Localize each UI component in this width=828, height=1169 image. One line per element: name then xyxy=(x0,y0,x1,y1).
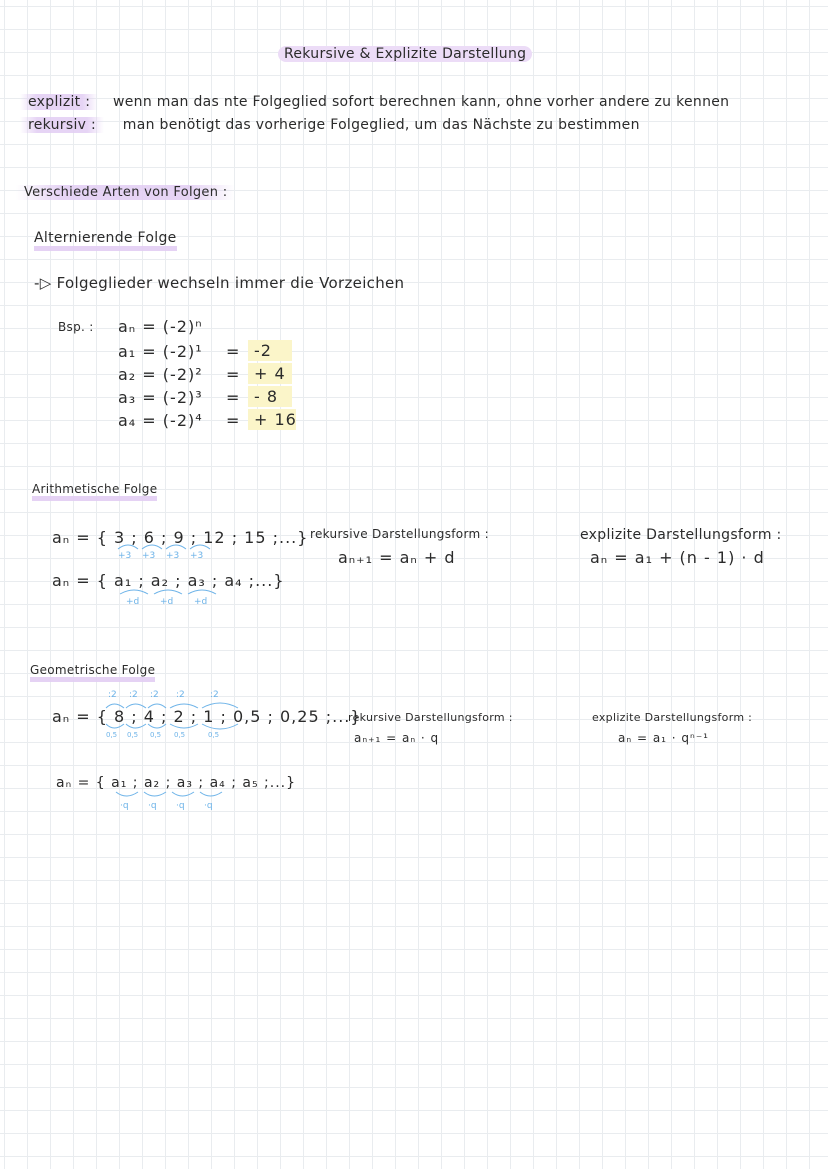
alternating-note: -▷ Folgeglieder wechseln immer die Vorzeichen xyxy=(34,274,405,292)
arithmetic-step-label: +3 xyxy=(118,551,132,561)
geometric-step-top: :2 xyxy=(210,690,219,700)
arithmetic-general-step: +d xyxy=(126,597,140,607)
definition-recursive xyxy=(20,117,640,133)
arithmetic-general-step: +d xyxy=(194,597,208,607)
geometric-step-top: :2 xyxy=(129,690,138,700)
arithmetic-recursive-label: rekursive Darstellungsform : xyxy=(310,527,489,541)
geometric-step-top: :2 xyxy=(176,690,185,700)
geometric-general-step: ·q xyxy=(176,801,185,811)
alt-row-lhs: a₃ = (-2)³ xyxy=(118,388,203,407)
arithmetic-step-label: +3 xyxy=(142,551,156,561)
alt-row-result: + 16 xyxy=(248,409,296,430)
arithmetic-explicit-label: explizite Darstellungsform : xyxy=(580,527,782,543)
arithmetic-seq-numbers: aₙ = { 3 ; 6 ; 9 ; 12 ; 15 ;...} xyxy=(52,528,309,547)
definition-term-explicit: explizit : xyxy=(20,94,98,110)
geometric-step-bottom: 0,5 xyxy=(208,731,220,739)
geometric-explicit-formula: aₙ = a₁ · qⁿ⁻¹ xyxy=(618,731,709,745)
arithmetic-step-label: +3 xyxy=(166,551,180,561)
alt-row-result: -2 xyxy=(248,340,292,361)
geometric-recursive-label: rekursive Darstellungsform : xyxy=(348,711,513,724)
alternating-heading: Alternierende Folge xyxy=(34,230,177,251)
alt-row-eq: = xyxy=(226,365,241,384)
geometric-general-step: ·q xyxy=(148,801,157,811)
alt-row-result: + 4 xyxy=(248,363,292,384)
geometric-general-arrows xyxy=(114,790,234,802)
geometric-step-bottom: 0,5 xyxy=(174,731,186,739)
arithmetic-general-step: +d xyxy=(160,597,174,607)
alt-row-lhs: a₂ = (-2)² xyxy=(118,365,203,384)
section-heading: Verschiede Arten von Folgen : xyxy=(16,185,235,200)
geometric-seq-general: aₙ = { a₁ ; a₂ ; a₃ ; a₄ ; a₅ ;...} xyxy=(56,775,296,791)
geometric-general-step: ·q xyxy=(204,801,213,811)
geometric-step-bottom: 0,5 xyxy=(106,731,118,739)
definition-term-recursive: rekursiv : xyxy=(20,117,104,133)
geometric-heading: Geometrische Folge xyxy=(30,663,155,682)
alt-row-lhs: a₁ = (-2)¹ xyxy=(118,342,203,361)
example-label: Bsp. : xyxy=(58,320,94,334)
alt-row-eq: = xyxy=(226,411,241,430)
geometric-step-top: :2 xyxy=(150,690,159,700)
arithmetic-heading: Arithmetische Folge xyxy=(32,482,157,501)
geometric-general-step: ·q xyxy=(120,801,129,811)
geometric-step-bottom: 0,5 xyxy=(127,731,139,739)
arithmetic-step-label: +3 xyxy=(190,551,204,561)
arithmetic-seq-general: aₙ = { a₁ ; a₂ ; a₃ ; a₄ ;...} xyxy=(52,571,285,590)
arithmetic-recursive-formula: aₙ₊₁ = aₙ + d xyxy=(338,548,456,567)
arithmetic-explicit-formula: aₙ = a₁ + (n - 1) · d xyxy=(590,548,765,567)
geometric-recursive-formula: aₙ₊₁ = aₙ · q xyxy=(354,731,440,745)
alt-row-result: - 8 xyxy=(248,386,292,407)
geometric-step-bottom: 0,5 xyxy=(150,731,162,739)
definition-text-recursive: man benötigt das vorherige Folgeglied, um das Nächste zu bestimmen xyxy=(122,117,640,133)
definition-explicit xyxy=(20,94,729,110)
page-title: Rekursive & Explizite Darstellung xyxy=(278,46,532,62)
alternating-formula: aₙ = (-2)ⁿ xyxy=(118,317,203,336)
geometric-step-top: :2 xyxy=(108,690,117,700)
geometric-seq-numbers: aₙ = { 8 ; 4 ; 2 ; 1 ; 0,5 ; 0,25 ;...} xyxy=(52,707,362,726)
alt-row-eq: = xyxy=(226,388,241,407)
alt-row-lhs: a₄ = (-2)⁴ xyxy=(118,411,203,430)
alt-row-eq: = xyxy=(226,342,241,361)
definition-text-explicit: wenn man das nte Folgeglied sofort berechnen kann, ohne vorher andere zu kennen xyxy=(112,94,730,110)
geometric-explicit-label: explizite Darstellungsform : xyxy=(592,711,753,724)
